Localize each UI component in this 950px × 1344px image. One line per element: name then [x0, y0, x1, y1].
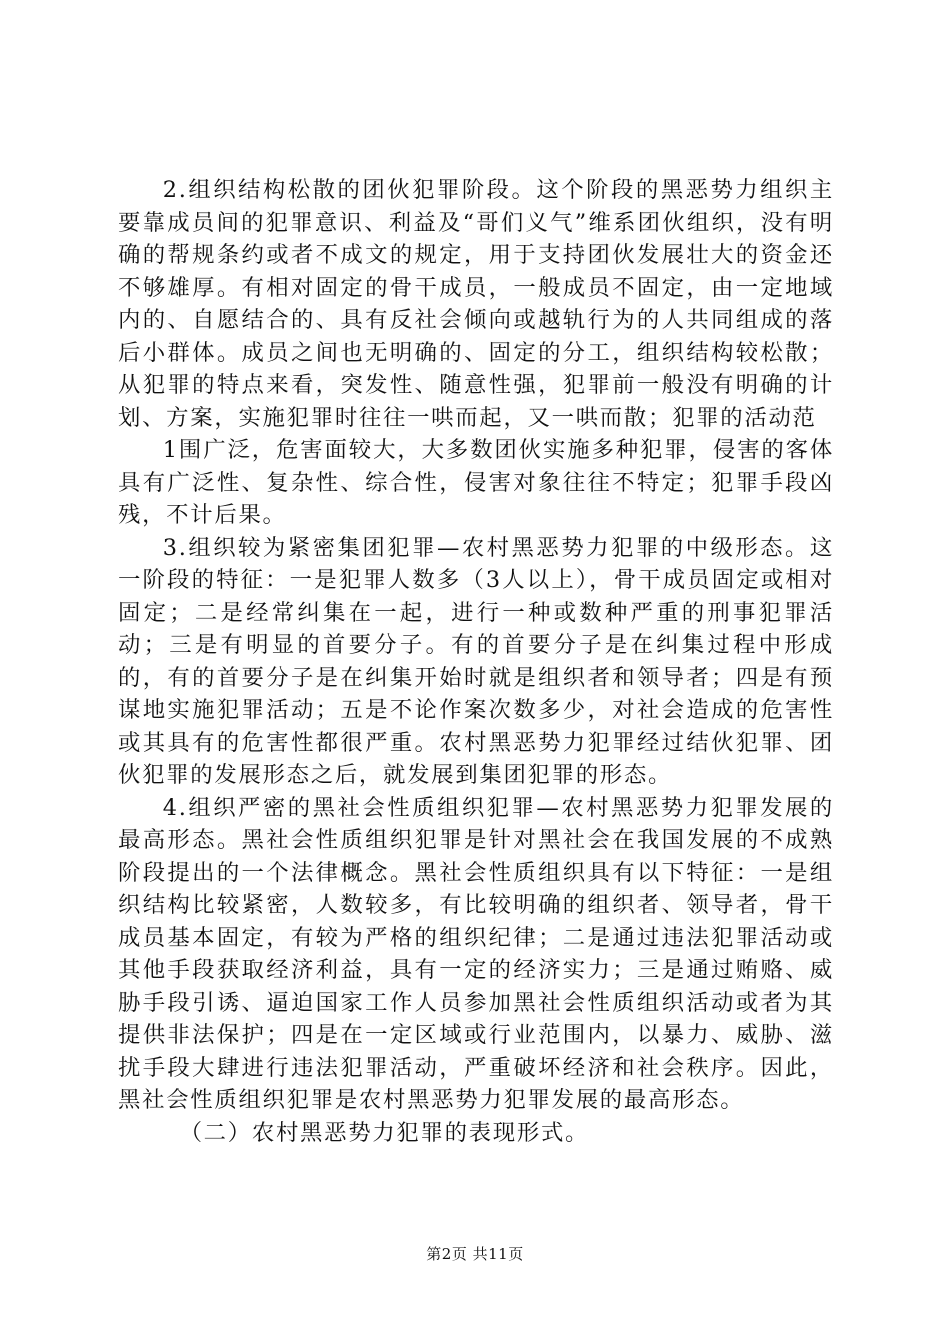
paragraph-group-crime-stage: 3.组织较为紧密集团犯罪—农村黑恶势力犯罪的中级形态。这一阶段的特征：一是犯罪人数多（3人以上），骨干成员固定或相对固定；二是经常纠集在一起，进行一种或数种严重的刑事犯罪活动；三是有明显的首要分子。有的首要分子是在纠集过程中形成的，有的首要分子是在纠集开始时就是组织者和领导者；四是有预谋地实施犯罪活动；五是不论作案次数多少，对社会造成的危害性或其具有的危害性都很严重。农村黑恶势力犯罪经过结伙犯罪、团伙犯罪的发展形态之后，就发展到集团犯罪的形态。 — [118, 534, 834, 788]
paragraph-organized-crime-stage: 4.组织严密的黑社会性质组织犯罪—农村黑恶势力犯罪发展的最高形态。黑社会性质组织犯罪是针对黑社会在我国发展的不成熟阶段提出的一个法律概念。黑社会性质组织具有以下特征：一是组织结构比较紧密，人数较多，有比较明确的组织者、领导者，骨干成员基本固定，有较为严格的组织纪律；二是通过违法犯罪活动或其他手段获取经济利益，具有一定的经济实力；三是通过贿赂、威胁手段引诱、逼迫国家工作人员参加黑社会性质组织活动或者为其提供非法保护；四是在一定区域或行业范围内，以暴力、威胁、滋扰手段大肆进行违法犯罪活动，严重破坏经济和社会秩序。因此，黑社会性质组织犯罪是农村黑恶势力犯罪发展的最高形态。 — [118, 794, 834, 1113]
paragraph-gang-scope: 1围广泛，危害面较大，大多数团伙实施多种犯罪，侵害的客体具有广泛性、复杂性、综合性，侵害对象往往不特定；犯罪手段凶残，不计后果。 — [118, 437, 834, 528]
paragraph-loose-gang-stage: 2.组织结构松散的团伙犯罪阶段。这个阶段的黑恶势力组织主要靠成员间的犯罪意识、利益及“哥们义气”维系团伙组织，没有明确的帮规条约或者不成文的规定，用于支持团伙发展壮大的资金还不够雄厚。有相对固定的骨干成员，一般成员不固定，由一定地域内的、自愿结合的、具有反社会倾向或越轨行为的人共同组成的落后小群体。成员之间也无明确的、固定的分工，组织结构较松散；从犯罪的特点来看，突发性、随意性强，犯罪前一般没有明确的计划、方案，实施犯罪时往往一哄而起，又一哄而散；犯罪的活动范 — [118, 177, 834, 431]
body-text — [118, 174, 834, 1149]
page-footer: 第2页 共11页 — [426, 1245, 524, 1263]
section-heading-manifestations: （二）农村黑恶势力犯罪的表现形式。 — [179, 1119, 590, 1146]
